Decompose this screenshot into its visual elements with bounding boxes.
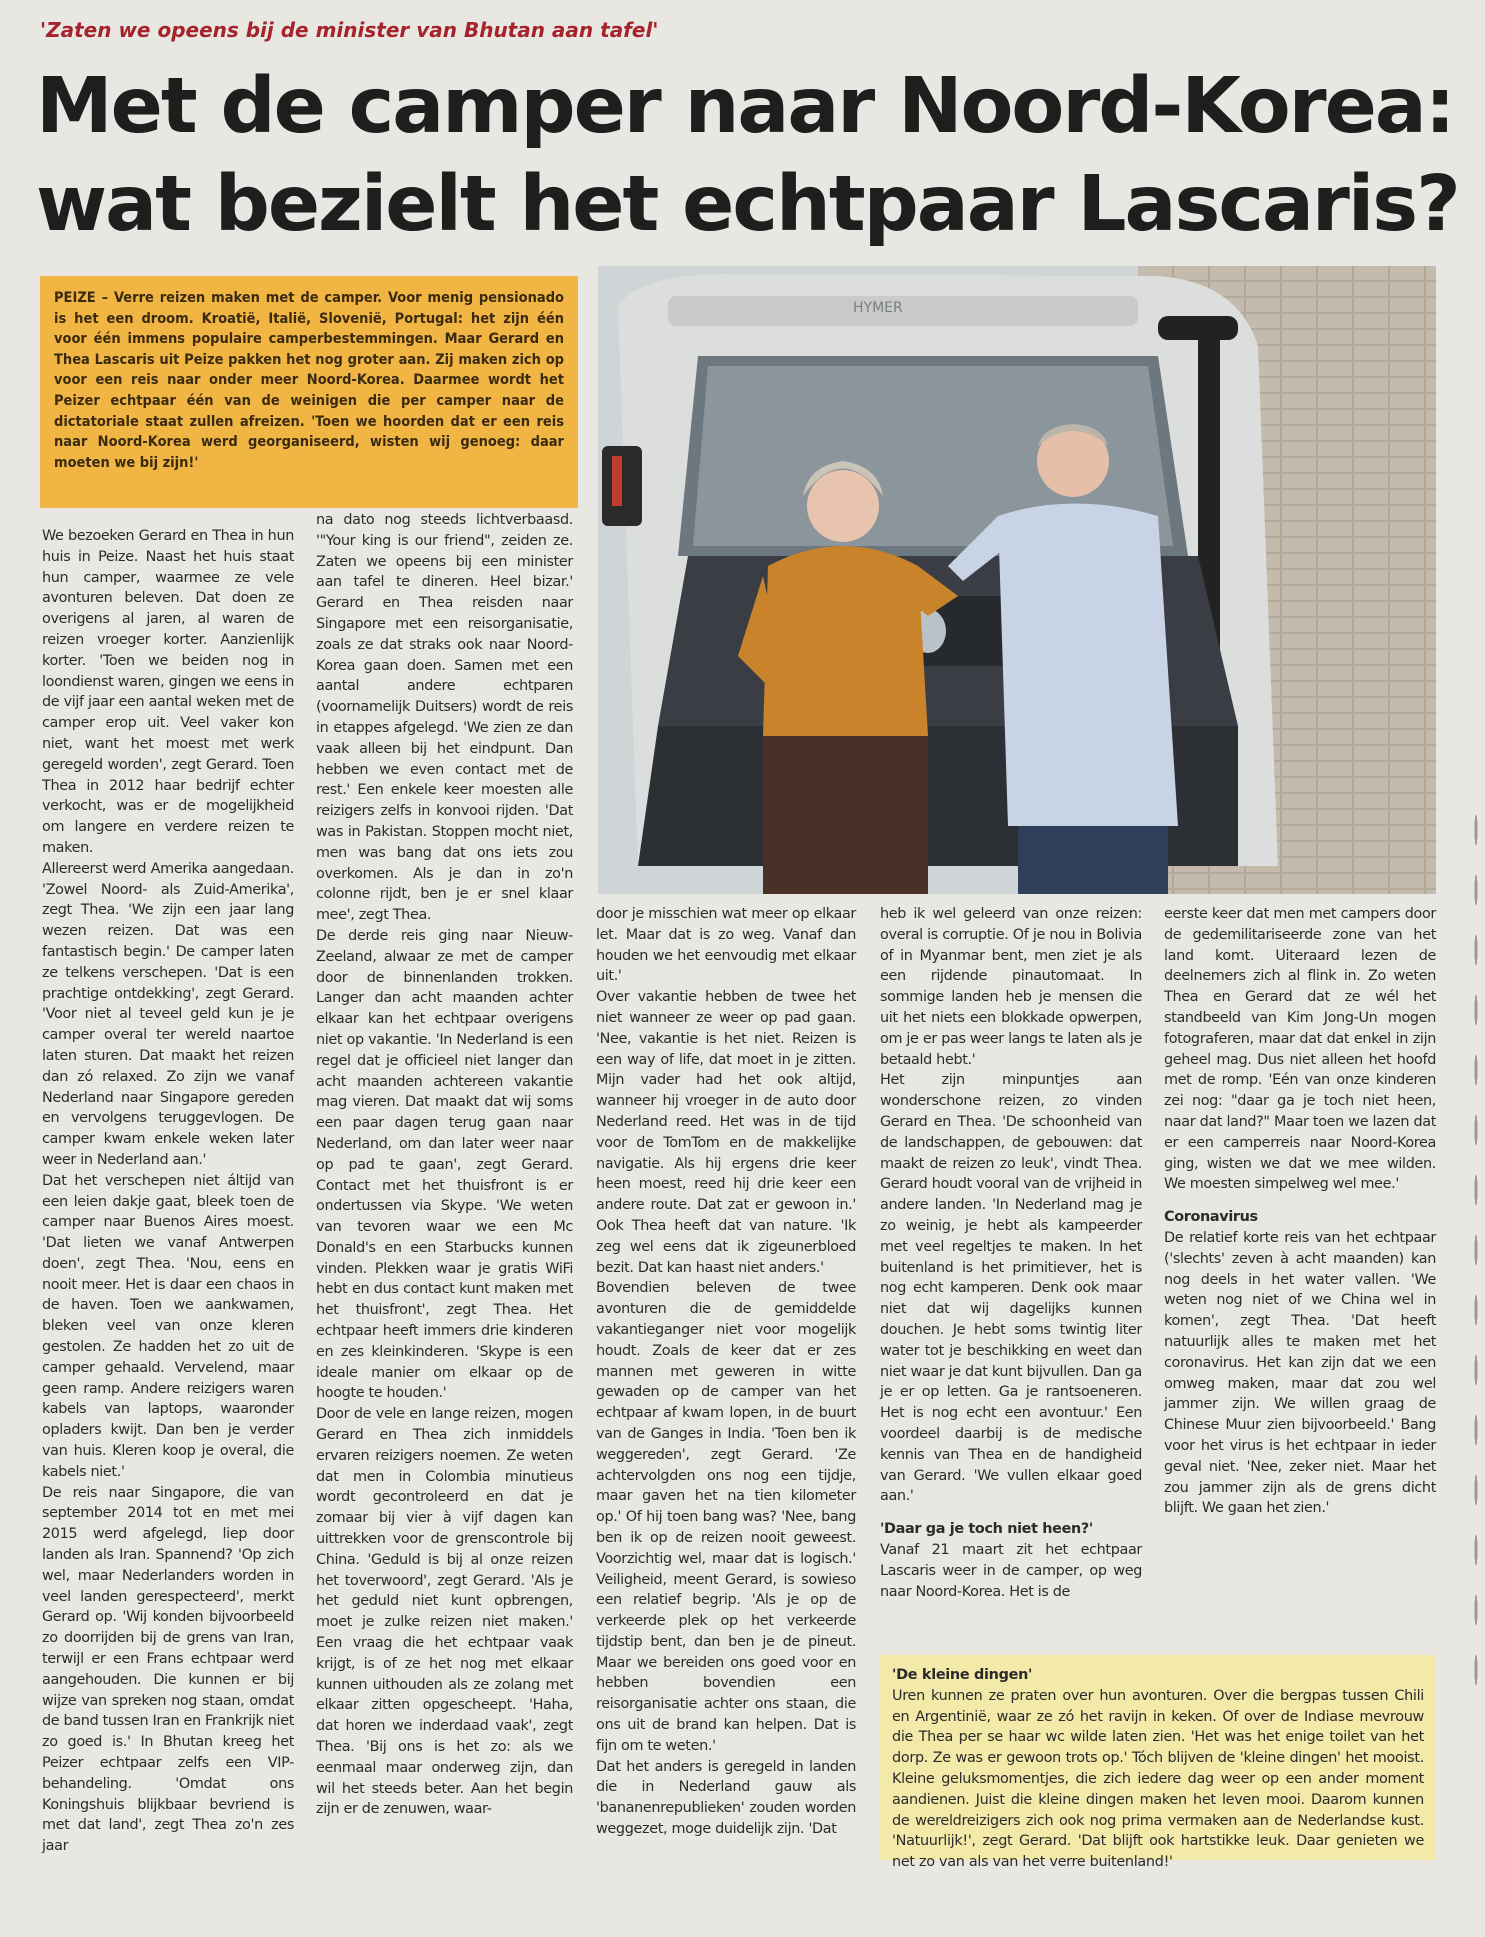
headline-line-2: wat bezielt het echtpaar Lascaris? <box>36 160 1459 249</box>
subheading: Coronavirus <box>1164 1209 1258 1226</box>
paragraph: Door de vele en lange reizen, mogen Gerard en Thea zich inmiddels ervaren reizigers noemen. Ze weten dat men in Colombia minutieus wordt gecontroleerd en dat je zomaar bij vier à vijf dagen kan uittrekken voor de grenscontrole bij China. 'Geduld is bij al onze reizen het toverwoord', zegt Gerard. 'Als je het geduld niet kunt opbrengen, moet je zulke reizen niet maken.' Een vraag die het echtpaar vaak krijgt, is of ze het nog met elkaar kunnen uithouden als ze zolang met elkaar zitten opgescheept. 'Haha, dat horen we inderdaad vaak', zegt Thea. 'Bij ons is het zo: als we eenmaal maar onderweg zijn, dan wil het steeds beter. Aan het begin zijn er de zenuwen, waar- <box>316 1406 573 1818</box>
paragraph: Dat het verschepen niet áltijd van een leien dakje gaat, bleek toen de camper naar Buenos Aires moest. 'Dat lieten we vanaf Antwerpen doen', zegt Thea. 'Nou, eens en nooit meer. Het is daar een chaos in de haven. Toen we aankwamen, bleken veel van onze kleren gestolen. Ze hadden het zo uit de camper gehaald. Vervelend, maar geen ramp. Andere reizigers waren kabels van laptops, waaronder opladers kwijt. Dan ben je verder van huis. Kleren koop je overal, die kabels niet.' <box>42 1172 294 1480</box>
boxout-title: 'De kleine dingen' <box>892 1667 1033 1683</box>
paragraph: Bovendien beleven de twee avonturen die de gemiddelde vakantieganger niet voor mogelijk houdt. Zoals de keer dat er zes mannen met geweren in witte gewaden op de camper van het echtpaar af kwam lopen, in de buurt van de Ganges in India. 'Toen ben ik weggereden', zegt Gerard. 'Ze achtervolgden ons nog een tijdje, maar gaven het na tien kilometer op.' Of hij toen bang was? 'Nee, bang ben ik op de reizen nooit geweest. Voorzichtig wel, maar dat is logisch.' Veiligheid, meent Gerard, is sowieso een relatief begrip. 'Als je op de verkeerde plek op het verkeerde tijdstip bent, dan ben je de pineut. Maar we bereiden ons goed voor en hebben bovendien een reisorganisatie achter ons staan, die ons uit de brand kan helpen. Dat is fijn om te weten.' <box>596 1280 856 1754</box>
paragraph: We bezoeken Gerard en Thea in hun huis in Peize. Naast het huis staat hun camper, waarmee ze vele avonturen beleven. Dat doen ze overigens al jaren, al waren de reizen vroeger korter. Aanzienlijk korter. 'Toen we beiden nog in loondienst waren, gingen we eens in de vijf jaar een aantal weken met de camper erop uit. Veel vaker kon niet, want het moest met werk geregeld worden', zegt Gerard. Toen Thea in 2012 haar bedrijf echter verkocht, was er de mogelijkheid om langere en verdere reizen te maken. <box>42 528 294 856</box>
article-column-3 <box>596 904 856 1924</box>
paragraph: eerste keer dat men met campers door de gedemilitariseerde zone van het land komt. Uiteraard lezen de deelnemers zich al flink in. Zo weten Thea en Gerard dat ze wél het standbeeld van Kim Jong-Un mogen fotograferen, maar dat dat enkel in zijn geheel mag. Dus niet alleen het hoofd met de romp. 'Eén van onze kinderen zei nog: "daar ga je toch niet heen, naar dat land?" Maar toen we lazen dat er een camperreis naar Noord-Korea ging, wisten we dat we mee wilden. We moesten simpelweg wel mee.' <box>1164 906 1436 1193</box>
article-photo <box>598 266 1436 894</box>
paragraph: De reis naar Singapore, die van september 2014 tot en met mei 2015 werd afgelegd, liep door landen als Iran. Spannend? 'Op zich wel, maar Nederlanders worden in veel landen gerespecteerd', merkt Gerard op. 'Wij konden bijvoorbeeld zo doorrijden bij de grens van Iran, terwijl er een Frans echtpaar werd aangehouden. Die kunnen er bij wijze van spreken nog staan, omdat de band tussen Iran en Frankrijk niet zo goed is.' In Bhutan kreeg het Peizer echtpaar zelfs een VIP-behandeling. 'Omdat ons Koningshuis blijkbaar bevriend is met dat land', zegt Thea zo'n zes jaar <box>42 1484 294 1855</box>
paragraph: heb ik wel geleerd van onze reizen: overal is corruptie. Of je nou in Bolivia of in Myanmar bent, men ziet je als een rijdende pinautomaat. In sommige landen heb je mensen die uit het niets een blokkade opwerpen, om je er pas weer langs te laten als je betaald hebt.' <box>880 906 1142 1068</box>
article-column-5 <box>1164 904 1436 1634</box>
article-column-4 <box>880 904 1142 1634</box>
paragraph: na dato nog steeds lichtverbaasd. '"Your king is our friend", zeiden ze. Zaten we opeens bij een minister aan tafel te dineren. Heel bizar.' Gerard en Thea reisden naar Singapore met een reisorganisatie, zoals ze dat straks ook naar Noord-Korea gaan doen. Samen met een aantal andere echtparen (voornamelijk Duitsers) wordt de reis in etappes afgelegd. 'We zien ze dan vaak alleen bij het eindpunt. Dan hebben we even contact met de rest.' Een enkele keer moesten alle reizigers zelfs in konvooi rijden. 'Dat was in Pakistan. Stoppen mocht niet, men was bang dat ons iets zou overkomen. Als je dan in zo'n colonne rijdt, ben je er snel klaar mee', zegt Thea. <box>316 512 573 924</box>
paragraph: Allereerst werd Amerika aangedaan. 'Zowel Noord- als Zuid-Amerika', zegt Thea. 'We zijn een jaar lang wezen reizen. Dat was een fantastisch begin.' De camper laten ze telkens verschepen. 'Dat is een prachtige ontdekking', zegt Gerard. 'Voor niet al teveel geld kun je je camper overal ter wereld naartoe laten sturen. Dat maakt het reizen dan zó relaxed. Zo zijn we vanaf Nederland naar Singapore gereden en vervolgens teruggevlogen. De camper kwam enkele weken later weer in Nederland aan.' <box>42 860 294 1168</box>
paragraph: De relatief korte reis van het echtpaar ('slechts' zeven à acht maanden) kan nog deels in het water vallen. 'We weten nog niet of we China wel in komen', zegt Thea. 'Dat heeft natuurlijk alles te maken met het coronavirus. Het kan zijn dat we een omweg maken, maar dat zou wel jammer zijn. We willen graag de Chinese Muur zien bijvoorbeeld.' Bang voor het virus is het echtpaar in ieder geval niet. 'Nee, zeker niet. Maar het zou jammer zijn als de grens dicht blijft. We gaan het zien.' <box>1164 1229 1436 1517</box>
kicker: 'Zaten we opeens bij de minister van Bhutan aan tafel' <box>40 18 659 42</box>
paragraph: Over vakantie hebben de twee het niet wanneer ze weer op pad gaan. 'Nee, vakantie is het niet. Reizen is een way of life, dat moet in je zitten. Mijn vader had het ook altijd, wanneer hij vroeger in de auto door Nederland reed. Het was in de tijd voor de TomTom en de makkelijke navigatie. Als hij ergens drie keer heen moest, reed hij drie keer een andere route. Dat zat er gewoon in.' Ook Thea heeft dat van nature. 'Ik zeg wel eens dat ik zigeunerbloed bezit. Dat kan haast niet anders.' <box>596 989 856 1276</box>
subheading: 'Daar ga je toch niet heen?' <box>880 1521 1093 1538</box>
paragraph: Vanaf 21 maart zit het echtpaar Lascaris weer in de camper, op weg naar Noord-Korea. Het is de <box>880 1541 1142 1600</box>
headline-line-1: Met de camper naar Noord-Korea: <box>36 62 1454 151</box>
boxout-kleine-dingen <box>880 1655 1436 1871</box>
camper-couple-photo <box>598 266 1436 894</box>
paragraph: Het zijn minpuntjes aan wonderschone reizen, zo vinden Gerard en Thea. 'De schoonheid van de landschappen, de gebouwen: dat maakt de reizen zo leuk', vindt Thea. Gerard houdt vooral van de vrijheid in andere landen. 'In Nederland mag je zo weinig, je hebt als kampeerder met veel regeltjes te maken. In het buitenland is het primitiever, het is nog echt kamperen. Denk ook maar niet dat wij dagelijks kunnen douchen. Je hebt soms twintig liter water tot je beschikking en weet dan niet waar je dat kunt bijvullen. Dan ga je er op letten. Ga je rantsoeneren. Het is nog echt een avontuur.' Een voordeel daarbij is de medische kennis van Thea en de handigheid van Gerard. 'We vullen elkaar goed aan.' <box>880 1072 1142 1505</box>
paragraph: De derde reis ging naar Nieuw-Zeeland, alwaar ze met de camper door de binnenlanden trokken. Langer dan acht maanden achter elkaar kan het echtpaar overigens niet op vakantie. 'In Nederland is een regel dat je officieel niet langer dan acht maanden achtereen vakantie mag vieren. Dat maakt dat wij soms een paar dagen terug gaan naar Nederland, om dan later weer naar op pad te gaan', zegt Gerard. Contact met het thuisfront is er ondertussen via Skype. 'We weten van tevoren waar we een Mc Donald's en een Starbucks kunnen vinden. Plekken waar je gratis WiFi hebt en dus contact kunt maken met het thuisfront', zegt Thea. Het echtpaar heeft immers drie kinderen en zes kleinkinderen. 'Skype is een ideale manier om elkaar op de hoogte te houden.' <box>316 927 573 1402</box>
camper-brand: HYMER <box>853 300 903 316</box>
page-edge-marks <box>1473 800 1479 1700</box>
boxout-text: Uren kunnen ze praten over hun avonturen. Over die bergpas tussen Chili en Argentinië, waar ze zó het ravijn in keken. Of over de Indiase mevrouw die Thea per se haar wc wilde laten zien. 'Het was het enige toilet van het dorp. Ze was er gewoon trots op.' Tóch blijven de 'kleine dingen' het mooist. Kleine geluksmomentjes, die zich iedere dag weer op een ander moment aandienen. Juist die kleine dingen maken het leven mooi. Daarom kunnen de wereldreizigers zich ook nog prima vermaken aan de Nederlandse kust. 'Natuurlijk!', zegt Gerard. 'Dat blijft ook hartstikke leuk. Daar genieten we net zo van als van het verre buitenland!' <box>892 1687 1424 1871</box>
article-column-2 <box>316 510 573 1924</box>
intro-box: PEIZE – Verre reizen maken met de camper. Voor menig pensionado is het een droom. Kroatië, Italië, Slovenië, Portugal: het zijn één voor één immens populaire camperbestemmingen. Maar Gerard en Thea Lascaris uit Peize pakken het nog groter aan. Zij maken zich op voor een reis naar onder meer Noord-Korea. Daarmee wordt het Peizer echtpaar één van de weinigen die per camper naar de dictatoriale staat zullen afreizen. 'Toen we hoorden dat er een reis naar Noord-Korea werd georganiseerd, wisten wij genoeg: daar moeten we bij zijn!' <box>40 276 578 508</box>
paragraph: door je misschien wat meer op elkaar let. Maar dat is zo weg. Vanaf dan houden we het eenvoudig met elkaar uit.' <box>596 906 856 985</box>
paragraph: Dat het anders is geregeld in landen die in Nederland gauw als 'bananenrepublieken' zouden worden weggezet, moge duidelijk zijn. 'Dat <box>596 1758 856 1838</box>
article-column-1 <box>42 526 294 1924</box>
headline <box>36 58 1459 254</box>
